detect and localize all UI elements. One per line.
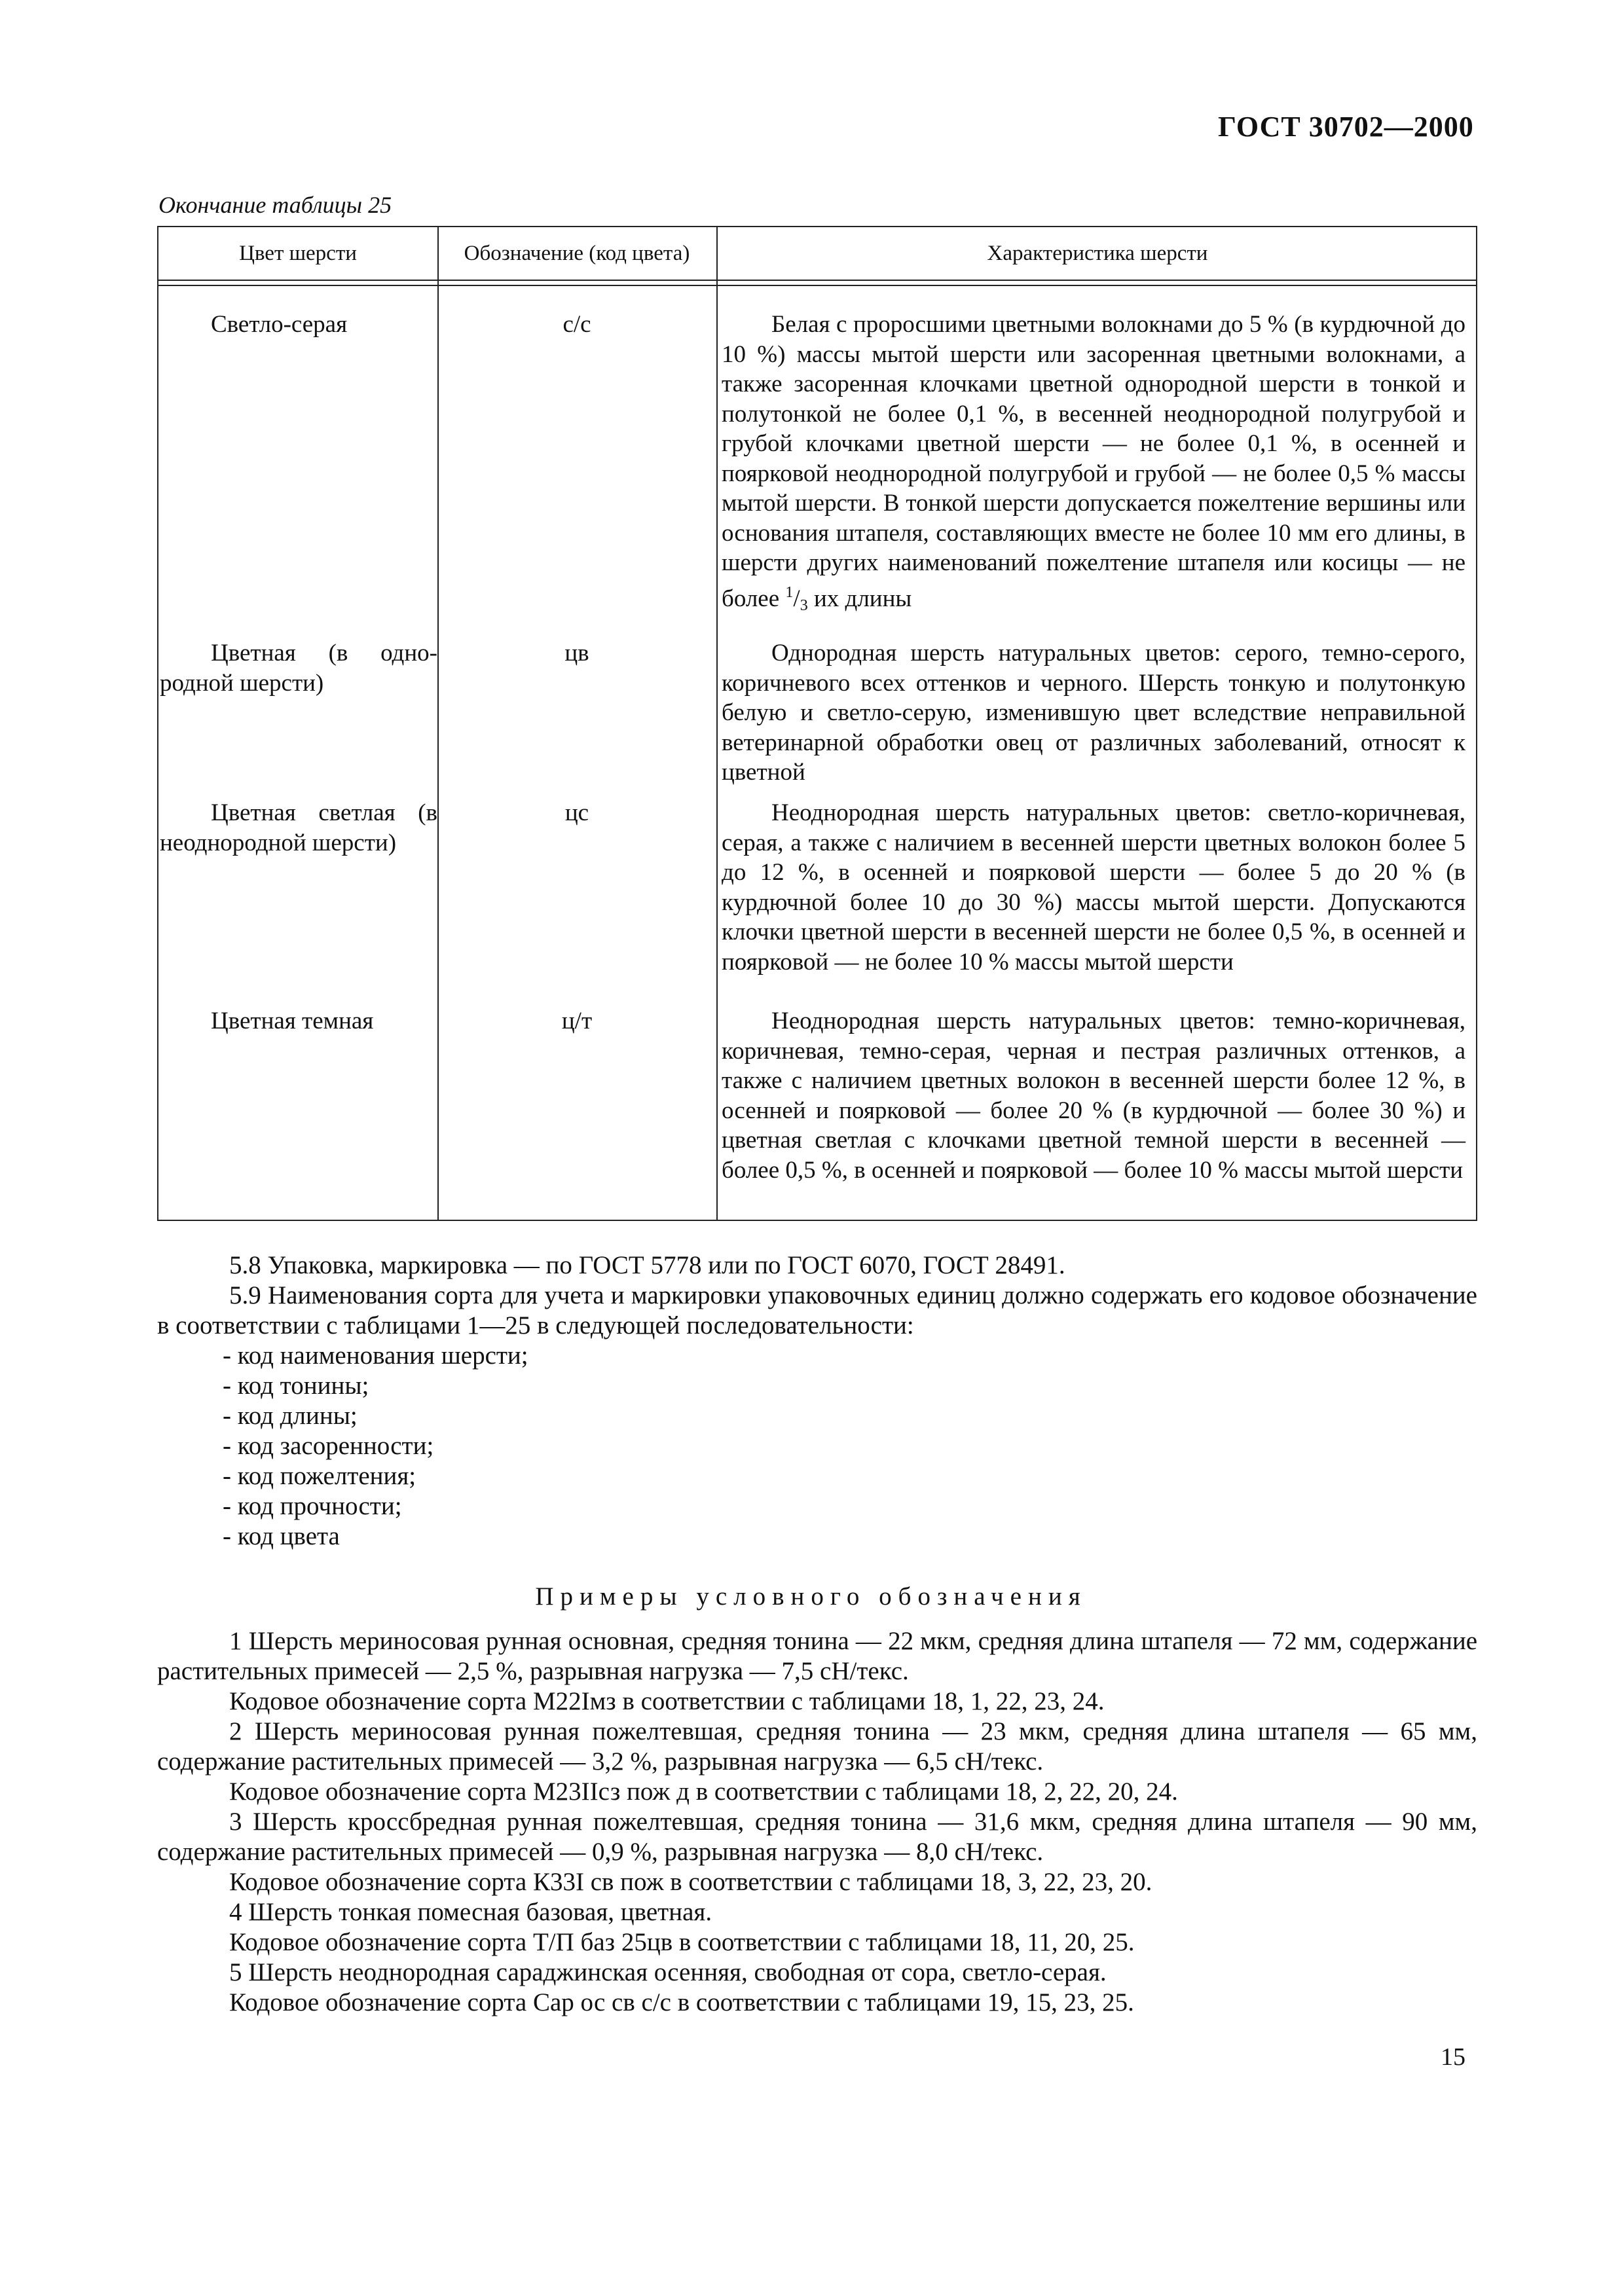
list-item: - код наименования шерсти; [223, 1341, 528, 1370]
example-code: Кодовое обозначение сорта М22Iмз в соответствии с таблицами 18, 1, 22, 23, 24. [229, 1687, 1105, 1715]
table-caption: Окончание таблицы 25 [158, 192, 392, 218]
example-code: Кодовое обозначение сорта Сар ос св с/с в соответствии с таблицами 19, 15, 23, 25. [229, 1988, 1134, 2016]
list-item: - код прочности; [223, 1492, 402, 1520]
paragraph: 5.8 Упаковка, маркировка — по ГОСТ 5778 или по ГОСТ 6070, ГОСТ 28491. [229, 1251, 1065, 1279]
table-row-3-code: цс [564, 799, 589, 826]
page-number: 15 [1441, 2043, 1465, 2071]
cell-text: Однородная шерсть натуральных цветов: серого, темно-серого, коричневого всех оттенков и черного. Шерсть тонкую и полутонкую белую и светло-серую, изменившую цвет вследствие неправильной ветеринарной обработки овец от различных заболеваний, относят к цветной [722, 640, 1465, 786]
example-code: Кодовое обозначение сорта Т/П баз 25цв в соответствии с таблицами 18, 11, 20, 25. [229, 1928, 1135, 1956]
column-header-color: Цвет шерсти [239, 242, 357, 265]
list-item: - код длины; [223, 1402, 358, 1430]
section-5-9 [157, 1281, 1477, 1341]
column-header-description: Характеристика шерсти [987, 242, 1208, 265]
table-row-4-color [160, 1006, 437, 1036]
column-header-code: Обозначение (код цвета) [464, 242, 690, 265]
column-divider [437, 227, 439, 1220]
cell-text: Цветная светлая (в неоднородной шерсти) [160, 799, 437, 856]
examples-block [157, 1626, 1477, 2018]
examples-title: Примеры условного обозначения [535, 1582, 1087, 1611]
table-row-1-color [160, 310, 437, 340]
wool-color-table [157, 226, 1477, 1221]
example-paragraph: 2 Шерсть мериносовая рунная пожелтевшая, средняя тонина — 23 мкм, средняя длина штапеля — 65 мм, содержание растительных примесей — 3,2 %, разрывная нагрузка — 6,5 сН/текс. [157, 1717, 1477, 1776]
table-row-4-code: ц/т [561, 1008, 593, 1034]
code-sequence-list [157, 1341, 1477, 1552]
example-paragraph: 5 Шерсть неоднородная сараджинская осенняя, свободная от сора, светло-серая. [229, 1958, 1107, 1986]
list-item: - код цвета [223, 1522, 340, 1550]
example-paragraph: 1 Шерсть мериносовая рунная основная, средняя тонина — 22 мкм, средняя длина штапеля — 72 мм, содержание растительных примесей — 2,5 %, разрывная нагрузка — 7,5 сН/текс. [157, 1627, 1477, 1685]
description-text: Белая с проросшими цветными волокнами до 5 % (в курдючной до 10 %) массы мытой шерсти или засоренная цветными волокнами, а также засоренная клочками цветной однородной шерсти в тонкой и полутонкой не более 0,1 %, в весенней неоднородной полугрубой и грубой клочками цветной шерсти — не более 0,1 %, в осенней и поярковой неоднородной полугрубой и грубой — не более 0,5 % массы мытой шерсти. В тонкой шерсти допускается пожелтение вершины или основания штапеля, составляющих вместе не более 10 мм его длины, в шерсти других наименований пожелтение штапеля или косицы — не более [722, 311, 1465, 612]
cell-text: Светло-серая [211, 311, 348, 338]
header-divider [158, 280, 1476, 281]
fraction-denominator: 3 [800, 596, 808, 614]
cell-text: Неоднородная шерсть натуральных цветов: светло-коричневая, серая, а также с наличием в весенней шерсти цветных волокон более 5 до 12 %, в осенней и поярковой шерсти — более 5 до 20 % (в курдючной более 10 до 30 %) массы мытой шерсти. Допускаются клочки цветной шерсти в весенней шерсти не более 0,5 %, в осенней и поярковой — не более 10 % массы мытой шерсти [722, 799, 1465, 975]
cell-text: Цветная темная [211, 1008, 374, 1034]
table-row-1-description [722, 310, 1465, 621]
cell-text: Цветная (в одно-родной шерсти) [160, 640, 437, 697]
table-row-3-color [160, 798, 437, 858]
column-divider [716, 227, 718, 1220]
example-code: Кодовое обозначение сорта М23IIсз пож д в соответствии с таблицами 18, 2, 22, 20, 24. [229, 1777, 1178, 1806]
example-code: Кодовое обозначение сорта К33I св пож в соответствии с таблицами 18, 3, 22, 23, 20. [229, 1868, 1152, 1896]
table-row-1-code: с/с [562, 311, 591, 338]
header-divider [158, 285, 1476, 286]
example-paragraph: 4 Шерсть тонкая помесная базовая, цветная. [229, 1898, 712, 1926]
fraction-numerator: 1 [785, 583, 794, 601]
table-row-2-color [160, 638, 437, 698]
table-row-2-description [722, 638, 1465, 788]
section-5-8 [157, 1250, 1477, 1281]
table-row-2-code: цв [564, 640, 589, 666]
cell-text: Белая с проросшими цветными волокнами до 5 % (в курдючной до 10 %) массы мытой шерсти или засоренная цветными волокнами, а также засоренная клочками цветной однородной шерсти в тонкой и полутонкой не более 0,1 %, в весенней неоднородной полугрубой и грубой клочками цветной шерсти — не более 0,1 %, в осенней и поярковой неоднородной полугрубой и грубой — не более 0,5 % массы мытой шерсти. В тонкой шерсти допускается пожелтение вершины или основания штапеля, составляющих вместе не более 10 мм его длины, в шерсти других наименований пожелтение штапеля или косицы — не более $^1/_3$ их длины [722, 311, 1465, 614]
document-header: ГОСТ 30702—2000 [1218, 111, 1474, 143]
table-row-4-description [722, 1006, 1465, 1185]
cell-text: Неоднородная шерсть натуральных цветов: темно-коричневая, коричневая, темно-серая, черная и пестрая различных оттенков, а также с наличием цветных волокон в весенней шерсти более 12 %, в осенней и поярковой — более 20 % (в курдючной — более 30 %) и цветная светлая с клочками цветной темной шерсти в весенней — более 0,5 %, в осенней и поярковой — более 10 % массы мытой шерсти [722, 1008, 1465, 1184]
list-item: - код пожелтения; [223, 1462, 416, 1490]
table-row-3-description [722, 798, 1465, 977]
example-paragraph: 3 Шерсть кроссбредная рунная пожелтевшая, средняя тонина — 31,6 мкм, средняя длина штапеля — 90 мм, содержание растительных примесей — 0,9 %, разрывная нагрузка — 8,0 сН/текс. [157, 1808, 1477, 1866]
paragraph: 5.9 Наименования сорта для учета и маркировки упаковочных единиц должно содержать его кодовое обозначение в соответствии с таблицами 1—25 в следующей последовательности: [157, 1281, 1477, 1339]
list-item: - код тонины; [223, 1372, 369, 1400]
description-text: их длины [813, 585, 912, 612]
list-item: - код засоренности; [223, 1432, 434, 1460]
